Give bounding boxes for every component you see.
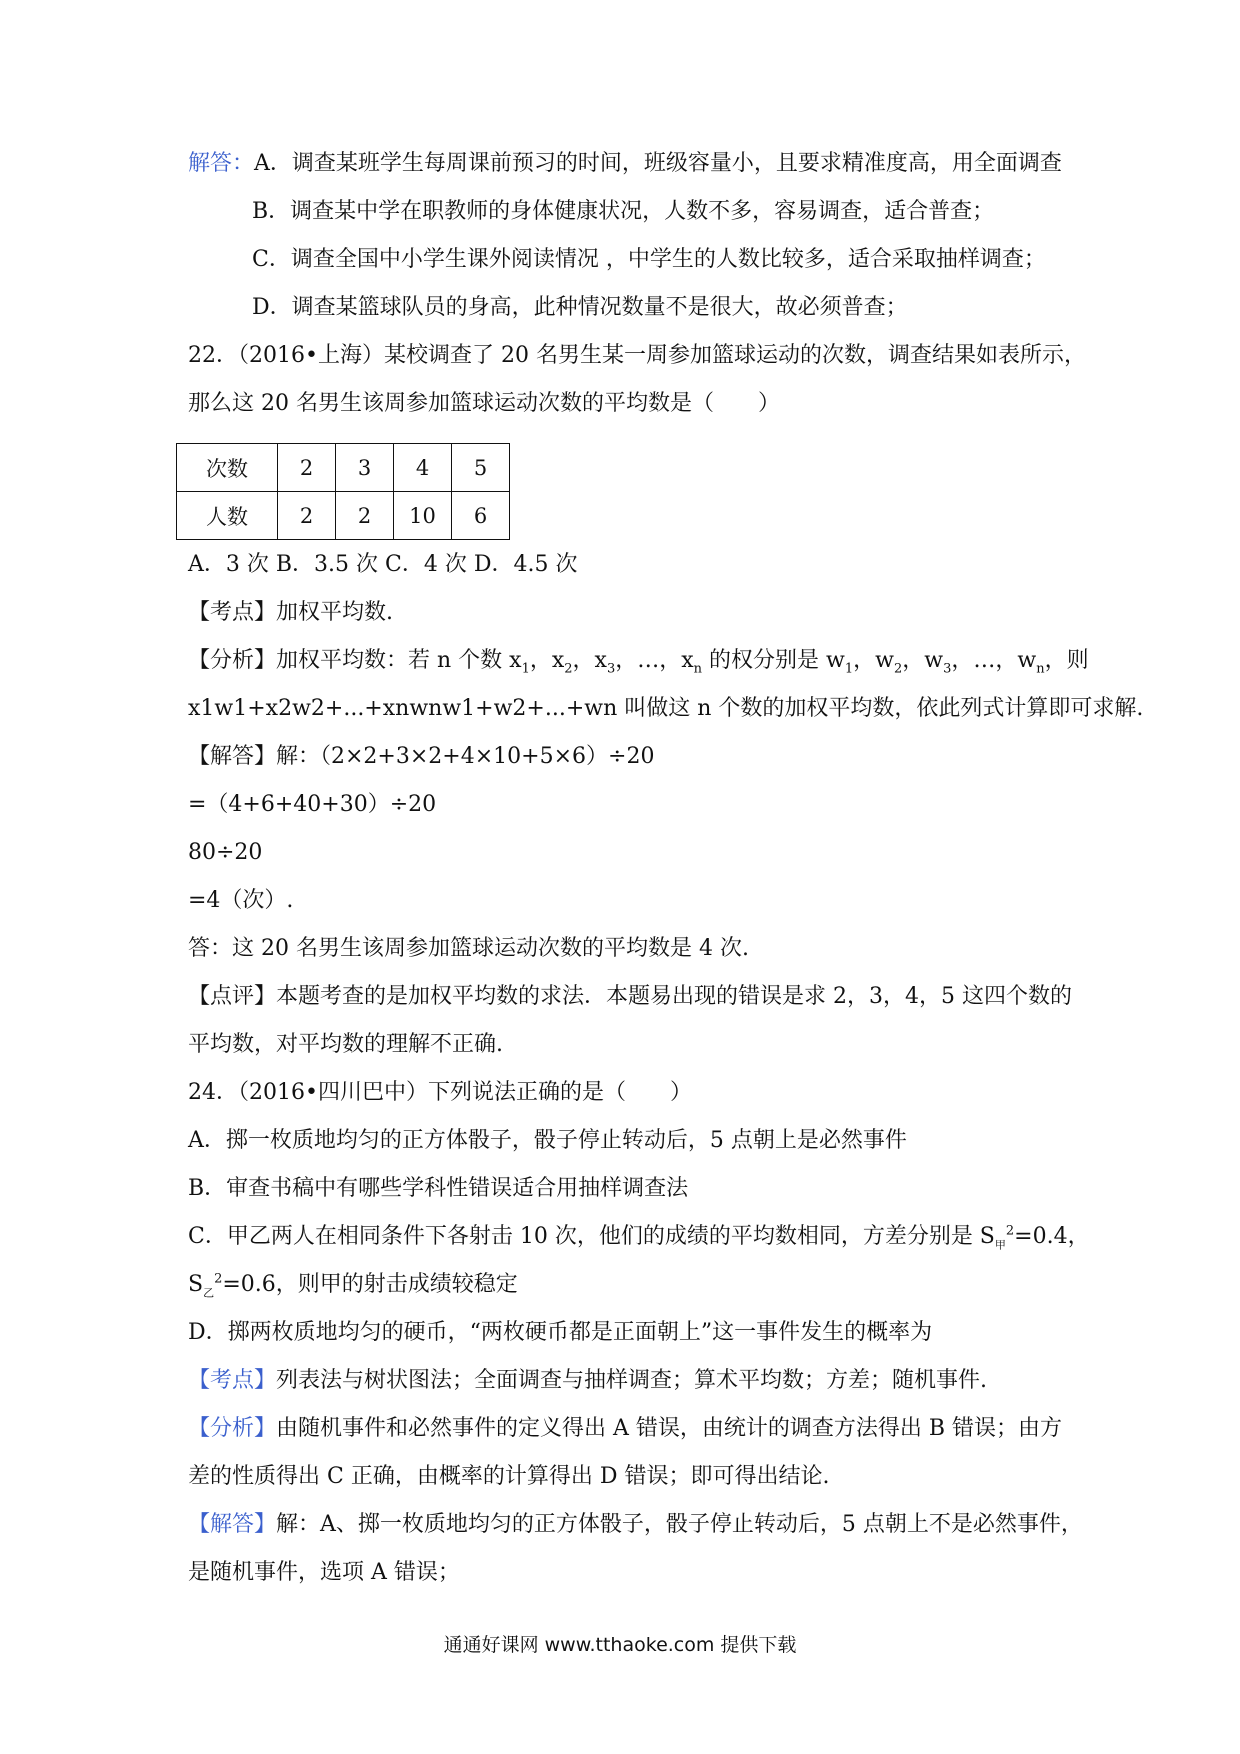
answer-label: 解答 bbox=[188, 151, 233, 176]
q22-stem-line2: 那么这 20 名男生该周参加篮球运动次数的平均数是（ ） bbox=[188, 391, 780, 416]
text-span: 解：A、掷一枚质地均匀的正方体骰子，骰子停止转动后，5 点朝上不是必然事件， bbox=[276, 1512, 1083, 1537]
superscript: 2 bbox=[1005, 1223, 1015, 1239]
q24-jieda-line1 bbox=[188, 1510, 1083, 1540]
table-cell: 2 bbox=[278, 444, 336, 492]
q22-jieda-line4: =4（次）. bbox=[188, 888, 294, 913]
q22-fenxi-line1 bbox=[188, 646, 1089, 676]
q22-fenxi-line2: x1w1+x2w2+...+xnwnw1+w2+...+wn 叫做这 n 个数的加权平均数，依此列式计算即可求解. bbox=[188, 696, 1144, 721]
text-span: 的权分别是 w bbox=[702, 648, 845, 673]
subscript: 2 bbox=[564, 661, 573, 677]
text-span: ，则 bbox=[1044, 648, 1089, 673]
q24-stem: 24．（2016•四川巴中）下列说法正确的是（ ） bbox=[188, 1080, 692, 1105]
answer-paragraph-a bbox=[188, 149, 1062, 179]
table-cell: 4 bbox=[394, 444, 452, 492]
answer-option-a-text: A．调查某班学生每周课前预习的时间，班级容量小，且要求精准度高，用全面调查 bbox=[254, 151, 1062, 176]
q24-kaodian bbox=[188, 1366, 987, 1396]
q22-kaodian: 【考点】加权平均数. bbox=[188, 600, 393, 625]
table-cell: 10 bbox=[394, 492, 452, 540]
page-footer: 通通好课网 www.tthaoke.com 提供下载 bbox=[443, 1634, 797, 1656]
q22-jieda-line2: =（4+6+40+30）÷20 bbox=[188, 792, 437, 817]
q24-option-a: A．掷一枚质地均匀的正方体骰子，骰子停止转动后，5 点朝上是必然事件 bbox=[188, 1128, 907, 1153]
text-span: S bbox=[188, 1272, 204, 1297]
q22-options: A．3 次 B．3.5 次 C．4 次 D．4.5 次 bbox=[188, 552, 578, 577]
table-cell: 3 bbox=[336, 444, 394, 492]
text-span: 由随机事件和必然事件的定义得出 A 错误，由统计的调查方法得出 B 错误；由方 bbox=[276, 1416, 1063, 1441]
subscript: 3 bbox=[943, 661, 952, 677]
text-span: 【分析】加权平均数：若 n 个数 x bbox=[188, 648, 522, 673]
text-span: ，…，w bbox=[951, 648, 1037, 673]
q24-option-c-line1 bbox=[188, 1222, 1090, 1252]
q24-fenxi-line1 bbox=[188, 1414, 1062, 1444]
q22-dianping-line1: 【点评】本题考查的是加权平均数的求法．本题易出现的错误是求 2，3，4，5 这四个数的 bbox=[188, 984, 1072, 1009]
table-cell: 人数 bbox=[177, 492, 278, 540]
table-row bbox=[177, 492, 510, 540]
text-span: ，x bbox=[529, 648, 565, 673]
subscript: 乙 bbox=[203, 1286, 215, 1300]
subscript: 2 bbox=[894, 661, 903, 677]
q24-option-b: B．审查书稿中有哪些学科性错误适合用抽样调查法 bbox=[188, 1176, 689, 1201]
q24-option-c-line2 bbox=[188, 1270, 518, 1300]
answer-option-d: D．调查某篮球队员的身高，此种情况数量不是很大，故必须普查； bbox=[252, 295, 908, 320]
kaodian-label: 【考点】 bbox=[188, 1368, 277, 1393]
text-span: =0.4， bbox=[1014, 1224, 1090, 1249]
subscript: 甲 bbox=[994, 1238, 1006, 1252]
subscript: 1 bbox=[521, 661, 530, 677]
answer-option-c: C．调查全国中小学生课外阅读情况 ，中学生的人数比较多，适合采取抽样调查； bbox=[252, 247, 1046, 272]
text-span: ，w bbox=[902, 648, 944, 673]
q22-stem-line1: 22．（2016•上海）某校调查了 20 名男生某一周参加篮球运动的次数，调查结果如表所示， bbox=[188, 343, 1086, 368]
table-cell: 2 bbox=[336, 492, 394, 540]
text-span: ，w bbox=[853, 648, 894, 673]
table-cell: 5 bbox=[452, 444, 510, 492]
q22-jieda-line3: 80÷20 bbox=[188, 840, 263, 865]
text-span: ，…，x bbox=[615, 648, 694, 673]
answer-label-colon: ： bbox=[232, 151, 255, 176]
q24-jieda-line2: 是随机事件，选项 A 错误； bbox=[188, 1560, 460, 1585]
jieda-label: 【解答】 bbox=[188, 1512, 277, 1537]
subscript: 3 bbox=[606, 661, 616, 677]
q22-data-table bbox=[176, 443, 510, 540]
answer-option-b: B．调查某中学在职教师的身体健康状况，人数不多，容易调查，适合普查； bbox=[252, 199, 995, 224]
table-cell: 次数 bbox=[177, 444, 278, 492]
text-span: 列表法与树状图法；全面调查与抽样调查；算术平均数；方差；随机事件. bbox=[276, 1368, 988, 1393]
text-span: =0.6，则甲的射击成绩较稳定 bbox=[222, 1272, 518, 1297]
q22-jieda-line1: 【解答】解：（2×2+3×2+4×10+5×6）÷20 bbox=[188, 744, 655, 769]
text-span: C．甲乙两人在相同条件下各射击 10 次，他们的成绩的平均数相同，方差分别是 S bbox=[188, 1224, 995, 1249]
q24-fenxi-line2: 差的性质得出 C 正确，由概率的计算得出 D 错误；即可得出结论. bbox=[188, 1464, 830, 1489]
q24-option-d: D．掷两枚质地均匀的硬币，“两枚硬币都是正面朝上”这一事件发生的概率为 bbox=[188, 1320, 933, 1345]
subscript: n bbox=[1036, 661, 1045, 677]
superscript: 2 bbox=[214, 1271, 223, 1287]
fenxi-label: 【分析】 bbox=[188, 1416, 277, 1441]
subscript: 1 bbox=[844, 661, 854, 677]
table-cell: 2 bbox=[278, 492, 336, 540]
table-cell: 6 bbox=[452, 492, 510, 540]
text-span: ，x bbox=[572, 648, 607, 673]
table-row bbox=[177, 444, 510, 492]
subscript: n bbox=[693, 661, 703, 677]
q22-dianping-line2: 平均数，对平均数的理解不正确. bbox=[188, 1032, 503, 1057]
q22-final-answer: 答：这 20 名男生该周参加篮球运动次数的平均数是 4 次. bbox=[188, 936, 749, 961]
